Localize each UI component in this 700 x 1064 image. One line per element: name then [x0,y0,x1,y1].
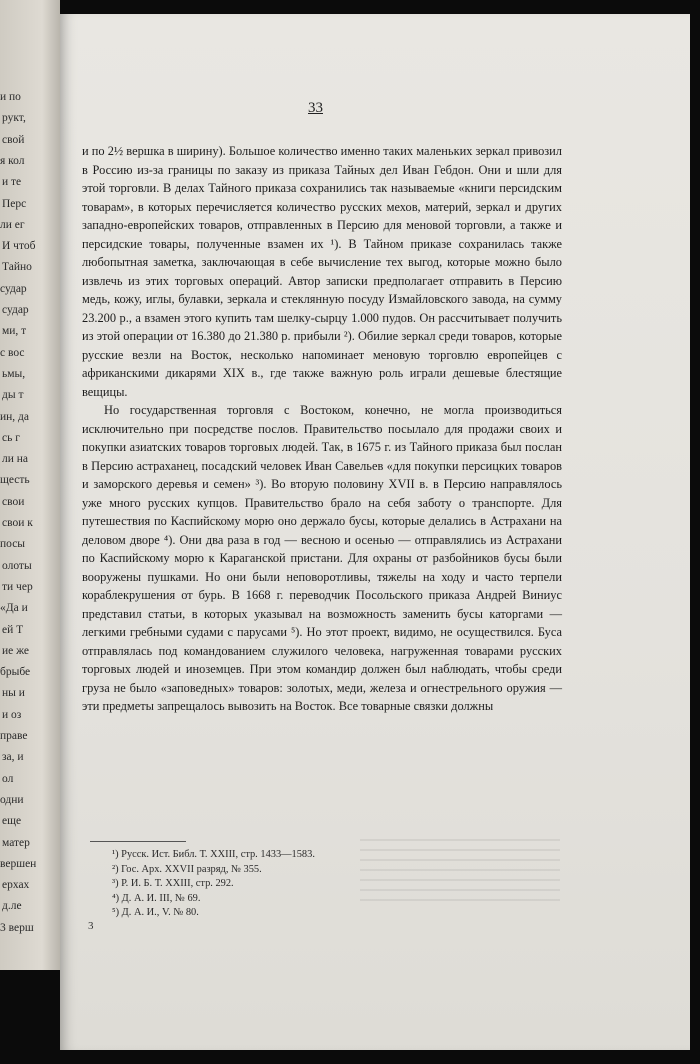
left-page-fragment: матер [2,836,30,849]
page-body [82,142,562,716]
footnote-4: ⁴) Д. А. И. III, № 69. [112,892,201,904]
left-page-fragment: Тайно [2,261,32,274]
footnote-1: ¹) Русск. Ист. Библ. Т. XXIII, стр. 1433—1583. [112,849,315,860]
left-page-fragment: 3 верш [0,921,34,934]
left-page-fragment: с вос [0,346,25,359]
paragraph-1: и по 2½ вершка в ширину). Большое количество именно таких маленьких зеркал привозил в Россию из-за границы по заказу из приказа Тайных дел Иван Гебдон. Они и шли для этой торговли. В делах Тайного приказа сохранились так называемые «книги персидским товарам», в которых перечисляется количество русских мехов, материй, зеркал и других западно-европейских товаров, отправленных в Персию для меновой торговли, а также и персидские товары, полученные взамен их ¹). В Тайном приказе сохранилась также любопытная заметка, заключающая в себе вычисление тех выгод, которые можно было извлечь из этих торговых операций. Автор записки предполагает отправить в Персию медь, кожу, иглы, булавки, зеркала и стеклянную посуду Измайловского завода, на сумму 23.200 р., а взамен этого купить там шелку-сырцу 1.000 пудов. Он рассчитывает получить из этой операции от 16.380 до 21.380 р. прибыли ²). Обилие зеркал среди товаров, которые русские везли на Восток, несколько напоминает меновую торговлю европейцев с африканскими дикарями XIX в., где также важную роль играли дешевые блестящие вещицы. [82,144,562,399]
footnote-rule [90,841,186,842]
left-page-fragment: ие же [2,644,30,657]
footnotes [112,848,315,921]
left-page-fragment: сь г [2,431,20,444]
left-page-fragment: и оз [2,708,22,721]
left-page-fragment: ей Т [2,623,24,636]
footnote-2: ²) Гос. Арх. XXVII разряд, № 355. [112,863,262,875]
left-page-fragment: ьмы, [2,367,26,380]
left-page-fragment: брыбе [0,666,31,679]
left-page-fragment: ми, т [2,325,27,338]
left-page-fragment: И чтоб [2,240,36,253]
left-page-fragment: судар [2,304,29,316]
left-page-fragment: и по [0,91,21,103]
left-page-fragment: олоты [2,559,32,572]
left-page-fragment: за, и [2,751,24,764]
paragraph-2: Но государственная торговля с Востоком, конечно, не могла производиться исключительно при посредстве послов. Правительство посылало для продажи своих и покупки азиатских товаров торговых людей. Так, в 1675 г. из Тайного приказа был послан в Персию астраханец, посадский человек Иван Савельев «для покупки персицких товаров и заморского деревья и семен» ³). Во вторую половину XVII в. в Персию направлялось уже много русских купцов. Правительство брало на себя заботу о транспорте. Для путешествия по Каспийскому морю оно держало бусы, которые делались в Астрахани на деловом дворе ⁴). Они два раза в год — весною и осенью — отправлялись из Астрахани по Каспийскому морю к Караганской пристани. Для охраны от разбойников бусы были вооружены пушками. Но они были неповоротливы, тяжелы на ходу и часто терпели кораблекрушения от бурь. В 1668 г. переводчик Посольского приказа Андрей Виниус представил статьи, в которых указывал на возможность заменить бусы каторгами — легкими гребными судами с парусами ⁵). Но этот проект, видимо, не осуществился. Буса отправлялась под командованием служилого человека, нагруженная товарами русских торговых людей и иноземцев. При этом командир должен был наблюдать, чтобы среди груза не было «заповедных» товаров: золотых, меди, железа и огнестрельного оружия — эти предметы запрещалось вывозить на Восток. Все товарные связки должны [82,403,562,713]
book-page [60,14,690,1050]
footnote-3: ³) Р. И. Б. Т. XXIII, стр. 292. [112,878,234,890]
left-page-fragment: судар [0,282,27,295]
left-page-fragment: одни [0,793,24,806]
left-page-fragment: ин, да [0,410,30,423]
left-page-fragment: праве [0,730,28,742]
left-page-fragment: ли на [2,453,29,466]
left-page-fragment: посы [0,538,26,551]
left-page-fragment: щесть [0,474,30,487]
footnote-5: ⁵) Д. А. И., V. № 80. [112,907,199,919]
bleed-through-text [360,839,560,909]
left-page-edge [0,0,60,970]
left-page-fragment: ны и [2,687,25,700]
signature-mark: 3 [88,920,94,932]
left-page-fragment: д.ле [2,900,22,913]
left-page-fragment: свой [2,133,25,146]
left-page-fragment: ти чер [2,580,33,593]
left-page-fragment: свои [2,495,25,508]
left-page-fragment: ды т [2,389,24,402]
left-page-fragment: ерхах [2,879,30,892]
left-page-fragment: и те [2,176,22,189]
left-page-fragment: Перс [2,197,27,210]
left-page-fragment: вершен [0,857,37,870]
left-page-fragment: еще [2,815,22,828]
left-page-fragment: ол [2,772,14,785]
left-page-fragment: я кол [0,154,25,167]
left-page-fragment: ли ег [0,218,25,231]
page-number: 33 [308,100,323,116]
left-page-fragment: свои к [2,517,33,529]
left-page-fragment: «Да и [0,602,28,615]
left-page-fragment: рукт, [2,112,26,125]
